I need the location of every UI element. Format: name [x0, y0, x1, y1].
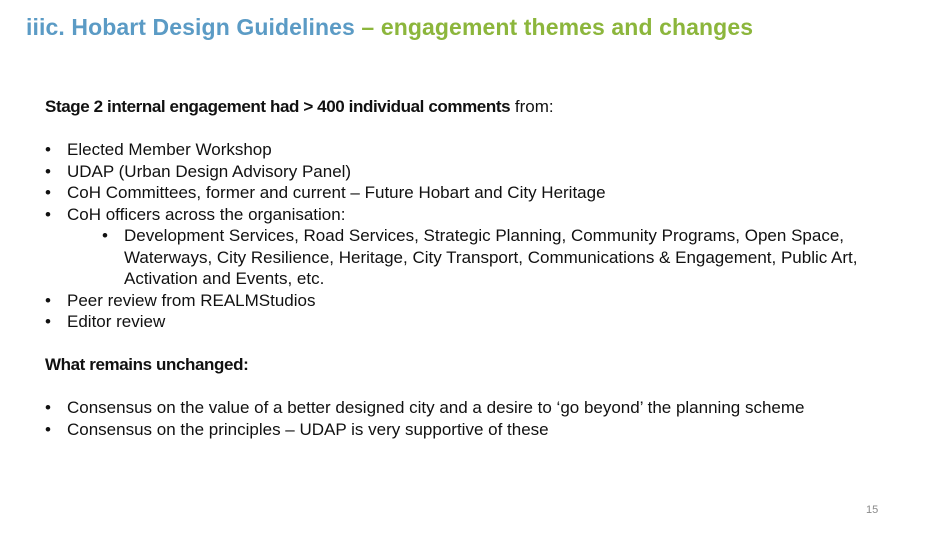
page-number: 15	[866, 504, 879, 516]
title-subtitle: engagement themes and changes	[380, 14, 754, 40]
list-item: • Peer review from REALMStudios	[45, 290, 925, 312]
list-item: • CoH Committees, former and current – Future Hobart and City Heritage	[45, 182, 925, 204]
list-item-officers	[45, 204, 925, 290]
title-prefix: iiic.	[26, 14, 65, 40]
engagement-sources-list	[45, 139, 925, 333]
intro-line	[45, 96, 925, 118]
slide-body	[45, 96, 925, 440]
list-item: • UDAP (Urban Design Advisory Panel)	[45, 161, 925, 183]
title-main: Hobart Design Guidelines	[71, 14, 355, 40]
slide-title	[26, 14, 753, 41]
unchanged-list	[45, 397, 925, 440]
list-item: • Editor review	[45, 311, 925, 333]
officer-departments-list	[67, 225, 925, 290]
list-item: • Consensus on the principles – UDAP is very supportive of these	[45, 419, 925, 441]
unchanged-heading: What remains unchanged:	[45, 355, 249, 374]
list-item: • Consensus on the value of a better designed city and a desire to ‘go beyond’ the planning scheme	[45, 397, 925, 419]
list-item: • Elected Member Workshop	[45, 139, 925, 161]
list-item: • Development Services, Road Services, Strategic Planning, Community Programs, Open Space, Waterways, City Resilience, Heritage, City Transport, Communications & Engagement, Public Art, Activation and Events, etc.	[102, 225, 925, 290]
intro-rest-text: from:	[514, 97, 554, 116]
list-item-label: CoH officers across the organisation:	[67, 204, 346, 224]
title-separator: –	[361, 14, 375, 40]
intro-bold-text: Stage 2 internal engagement had > 400 individual comments	[45, 97, 511, 116]
